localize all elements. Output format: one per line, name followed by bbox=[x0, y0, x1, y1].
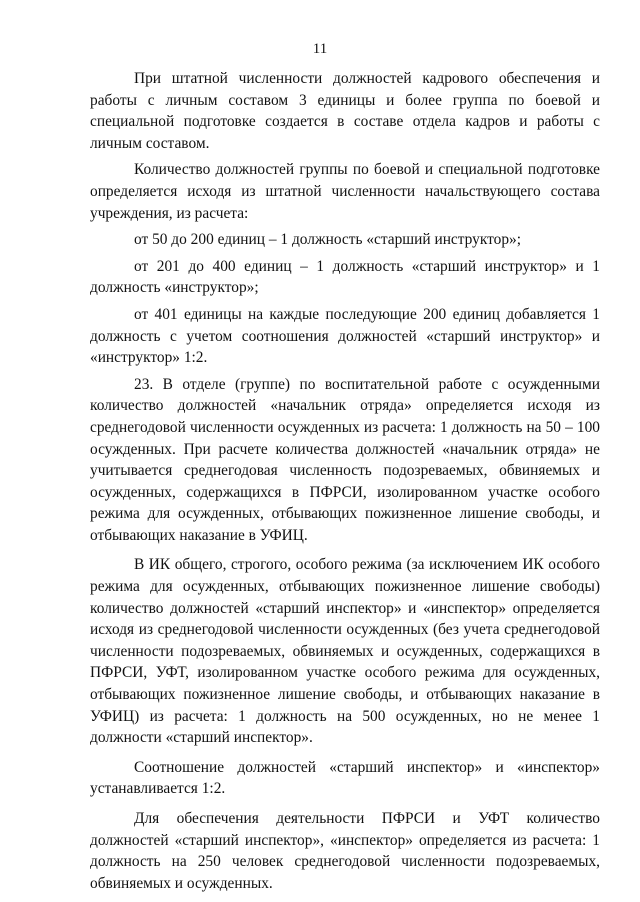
paragraph-ratio: Соотношение должностей «старший инспектор» и «инспектор» устанавливается 1:2. bbox=[90, 758, 600, 798]
paragraph-range-50-200: от 50 до 200 единиц – 1 должность «старший инструктор»; bbox=[134, 231, 522, 249]
paragraph-range-401-plus: от 401 единицы на каждые последующие 200 единиц добавляется 1 должность с учетом соотношения должностей «старший инструктор» и «инструктор» 1:2. bbox=[90, 305, 600, 367]
document-body bbox=[90, 68, 600, 894]
paragraph-section-23: 23. В отделе (группе) по воспитательной работе с осужденными количество должностей «начальник отряда» определяется исходя из среднегодовой численности осужденных из расчета: 1 должность на 50 – 100 осужденных. При расчете количества должностей «начальник отряда» не учитывается среднегодовая численность подозреваемых, обвиняемых и осужденных, содержащихся в ПФРСИ, изолированном участке особого режима для осужденных, отбывающих пожизненное лишение свободы, и отбывающих наказание в УФИЦ. bbox=[90, 375, 600, 544]
paragraph-staff-count-basis: Количество должностей группы по боевой и специальной подготовке определяется исходя из штатной численности начальствующего состава учреждения, из расчета: bbox=[90, 161, 600, 222]
paragraph-range-201-400: от 201 до 400 единиц – 1 должность «старший инструктор» и 1 должность «инструктор»; bbox=[90, 257, 600, 297]
page-number: 11 bbox=[312, 41, 328, 57]
paragraph-ik-regimes: В ИК общего, строгого, особого режима (за исключением ИК особого режима для осужденных, отбывающих пожизненное лишение свободы) количество должностей «старший инспектор» и «инспектор» определяется исходя из среднегодовой численности осужденных (без учета среднегодовой численности подозреваемых, обвиняемых и осужденных, содержащихся в ПФРСИ, УФТ, изолированном участке особого режима для осужденных, отбывающих пожизненное лишение свободы, и отбывающих наказание в УФИЦ) из расчета: 1 должность на 500 осужденных, но не менее 1 должности «старший инспектор». bbox=[90, 556, 600, 747]
paragraph-pfrsi-uft: Для обеспечения деятельности ПФРСИ и УФТ количество должностей «старший инспектор», «инспектор» определяется из расчета: 1 должность на 250 человек среднегодовой численности подозреваемых, обвиняемых и осужденных. bbox=[90, 810, 600, 892]
paragraph-group-creation: При штатной численности должностей кадрового обеспечения и работы с личным составом 3 единицы и более группа по боевой и специальной подготовке создается в составе отдела кадров и работы с личным составом. bbox=[90, 70, 600, 152]
